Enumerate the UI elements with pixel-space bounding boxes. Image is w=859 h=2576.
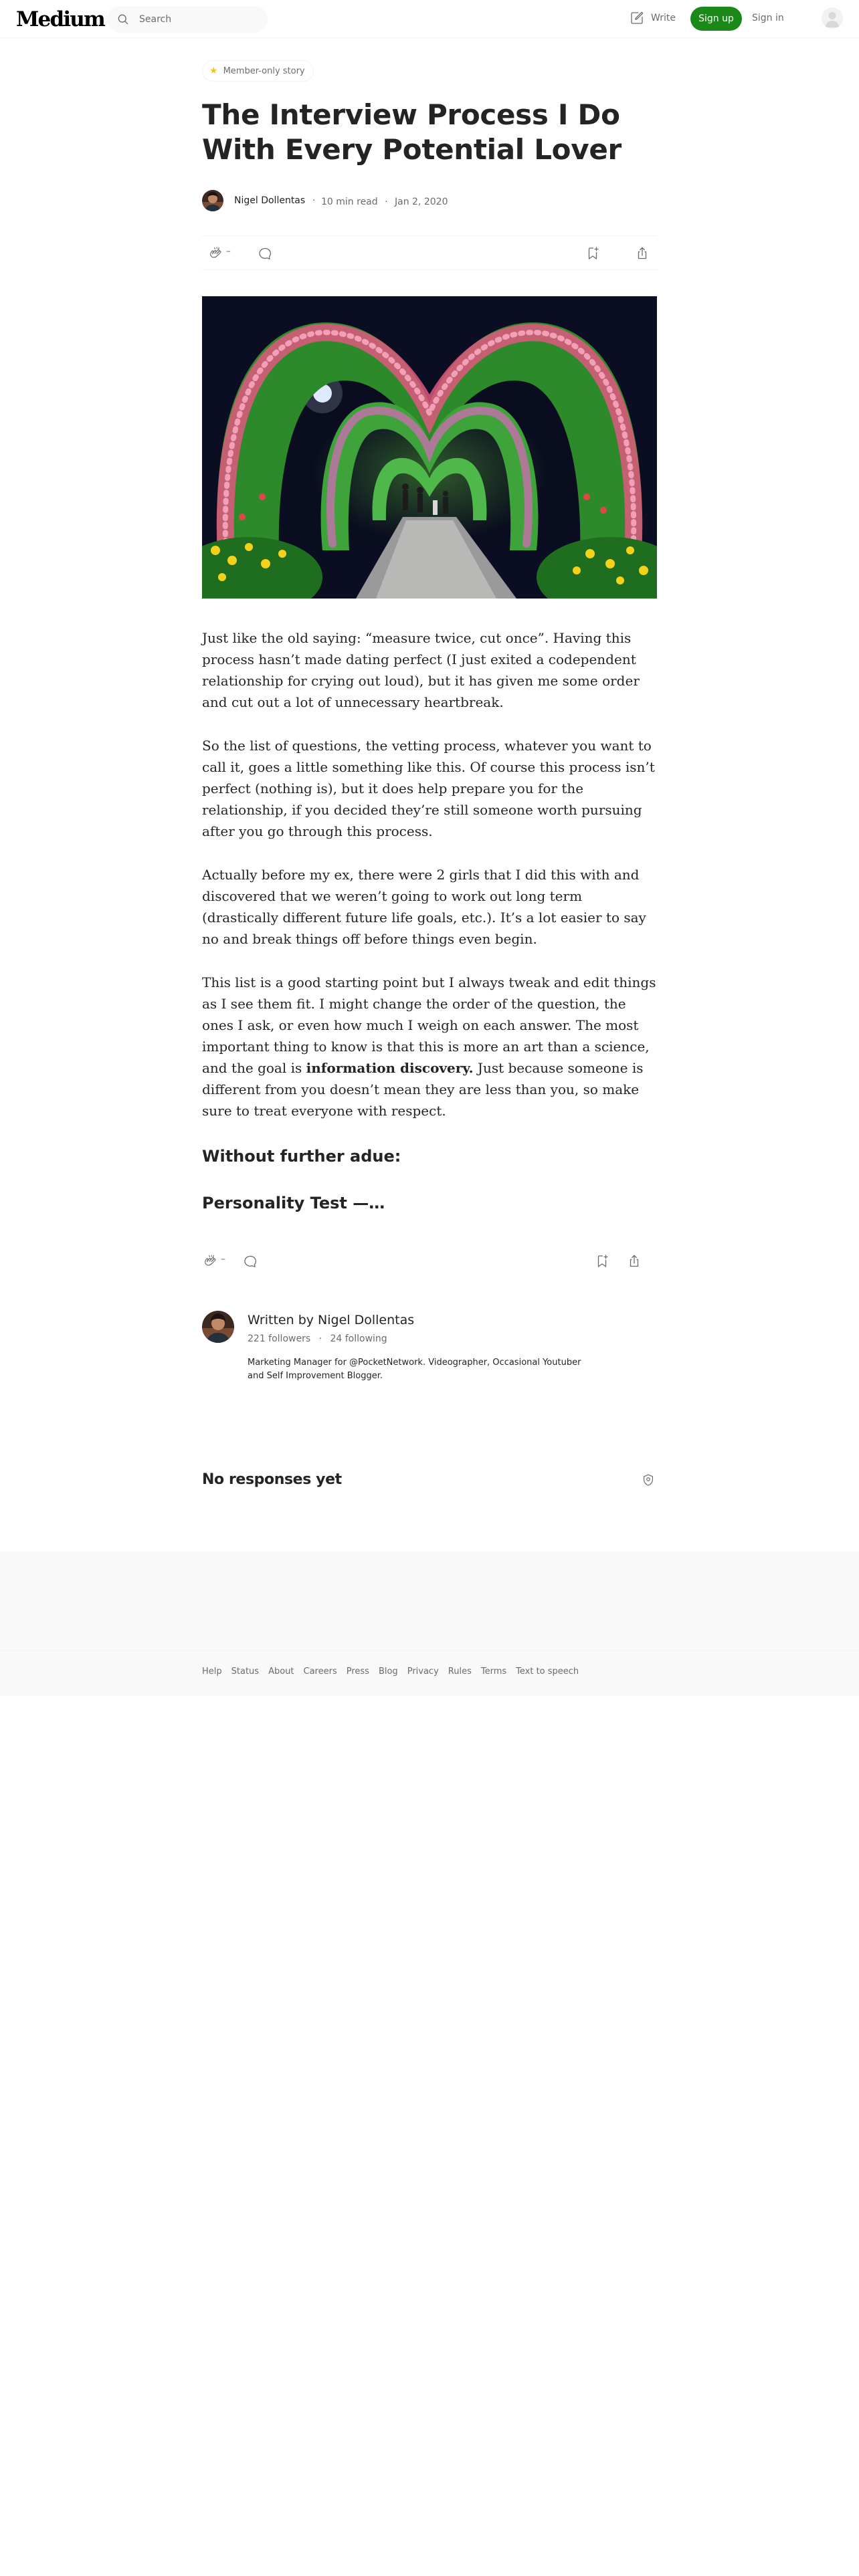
top-navbar xyxy=(0,0,859,38)
section-heading-1: Without further adue: xyxy=(202,1147,401,1166)
writer-bio: Marketing Manager for @PocketNetwork. Videographer, Occasional Youtuber and Self Improvement Blogger. xyxy=(248,1358,581,1381)
write-icon xyxy=(629,10,645,26)
read-time: 10 min read xyxy=(321,197,378,207)
writer-avatar[interactable] xyxy=(202,1311,234,1343)
meta-separator: · xyxy=(312,195,316,206)
clap-icon[interactable] xyxy=(202,1253,218,1269)
paragraph-4-text-end: Just because someone is different from you doesn’t mean they are less than you, so make sure to treat everyone with respect. xyxy=(202,1060,644,1119)
search-box[interactable] xyxy=(107,6,268,33)
star-icon: ★ xyxy=(209,66,218,76)
body-paragraph-2: So the list of questions, the vetting process, whatever you want to call it, goes a little something like this. Of course this process isn’t perfect (nothing is), but it does help prepare you for the relationship, if you decided they’re still someone worth pursuing after you go through this process. xyxy=(202,738,655,839)
author-name-link[interactable]: Nigel Dollentas xyxy=(234,195,306,206)
meta-separator: · xyxy=(385,197,388,207)
bottom-action-bar xyxy=(202,1244,657,1279)
member-only-badge xyxy=(202,60,314,82)
writer-card xyxy=(202,1311,657,1398)
write-label: Write xyxy=(651,13,676,23)
article-title: The Interview Process I Do With Every Potential Lover xyxy=(202,98,622,166)
footer-link-text-to-speech[interactable]: Text to speech xyxy=(516,1667,579,1677)
footer-link-blog[interactable]: Blog xyxy=(378,1667,398,1677)
medium-logo[interactable]: Medium xyxy=(16,7,105,31)
written-by-heading[interactable]: Written by Nigel Dollentas xyxy=(248,1313,415,1327)
bookmark-add-icon[interactable] xyxy=(594,1253,610,1269)
footer-link-press[interactable]: Press xyxy=(346,1667,369,1677)
shield-icon[interactable] xyxy=(641,1473,656,1487)
clap-count-dash: – xyxy=(226,246,231,257)
paragraph-4-text-start: This list is a good starting point but I always tweak and edit things as I see them fit. I might change the order of the question, the ones I ask, or even how much I weigh on each answer. The most important thing to know is that this is more an art than a science, and the goal is xyxy=(202,974,656,1076)
responses-heading: No responses yet xyxy=(202,1471,342,1488)
search-placeholder[interactable]: Search xyxy=(139,14,172,25)
article-action-bar xyxy=(202,235,657,270)
hero-image-flower-heart-arches xyxy=(202,296,657,599)
stats-separator: · xyxy=(318,1333,322,1344)
emphasis-information-discovery: information discovery. xyxy=(306,1060,474,1076)
body-paragraph-4 xyxy=(202,972,657,1121)
comment-icon[interactable] xyxy=(242,1253,258,1269)
footer-link-careers[interactable]: Careers xyxy=(303,1667,337,1677)
sign-in-link[interactable]: Sign in xyxy=(752,13,784,23)
member-only-label: Member-only story xyxy=(223,66,305,76)
footer-link-status[interactable]: Status xyxy=(231,1667,260,1677)
user-avatar-icon[interactable] xyxy=(822,7,843,29)
author-meta xyxy=(202,190,657,214)
read-time-date-line xyxy=(321,197,448,207)
author-avatar[interactable] xyxy=(202,190,223,211)
share-icon[interactable] xyxy=(634,245,650,261)
search-icon xyxy=(116,13,130,26)
recommendations-placeholder-area xyxy=(0,1551,859,1650)
clap-icon[interactable] xyxy=(207,245,223,261)
footer-link-help[interactable]: Help xyxy=(202,1667,222,1677)
section-heading-2: Personality Test —… xyxy=(202,1194,385,1212)
writer-stats xyxy=(248,1333,387,1344)
body-paragraph-3: Actually before my ex, there were 2 girls that I did this with and discovered that we weren’t going to work out long term (drastically different future life goals, etc.). It’s a lot easier to say no and break things off before things even begin. xyxy=(202,867,646,947)
followers-count[interactable]: 221 followers xyxy=(248,1333,311,1344)
site-footer xyxy=(0,1650,859,1696)
footer-link-privacy[interactable]: Privacy xyxy=(407,1667,439,1677)
footer-links xyxy=(202,1667,579,1677)
body-paragraph-1: Just like the old saying: “measure twice, cut once”. Having this process hasn’t made dating perfect (I just exited a codependent relationship for crying out loud), but it has given me some order and cut out a lot of unnecessary heartbreak. xyxy=(202,630,640,710)
publish-date: Jan 2, 2020 xyxy=(395,197,448,207)
footer-link-about[interactable]: About xyxy=(268,1667,294,1677)
comment-icon[interactable] xyxy=(257,245,273,261)
following-count[interactable]: 24 following xyxy=(330,1333,387,1344)
footer-link-rules[interactable]: Rules xyxy=(448,1667,472,1677)
share-icon[interactable] xyxy=(626,1253,642,1269)
bookmark-add-icon[interactable] xyxy=(585,245,601,261)
clap-count-dash: – xyxy=(221,1254,225,1265)
sign-up-button[interactable]: Sign up xyxy=(690,7,742,31)
footer-link-terms[interactable]: Terms xyxy=(480,1667,507,1677)
